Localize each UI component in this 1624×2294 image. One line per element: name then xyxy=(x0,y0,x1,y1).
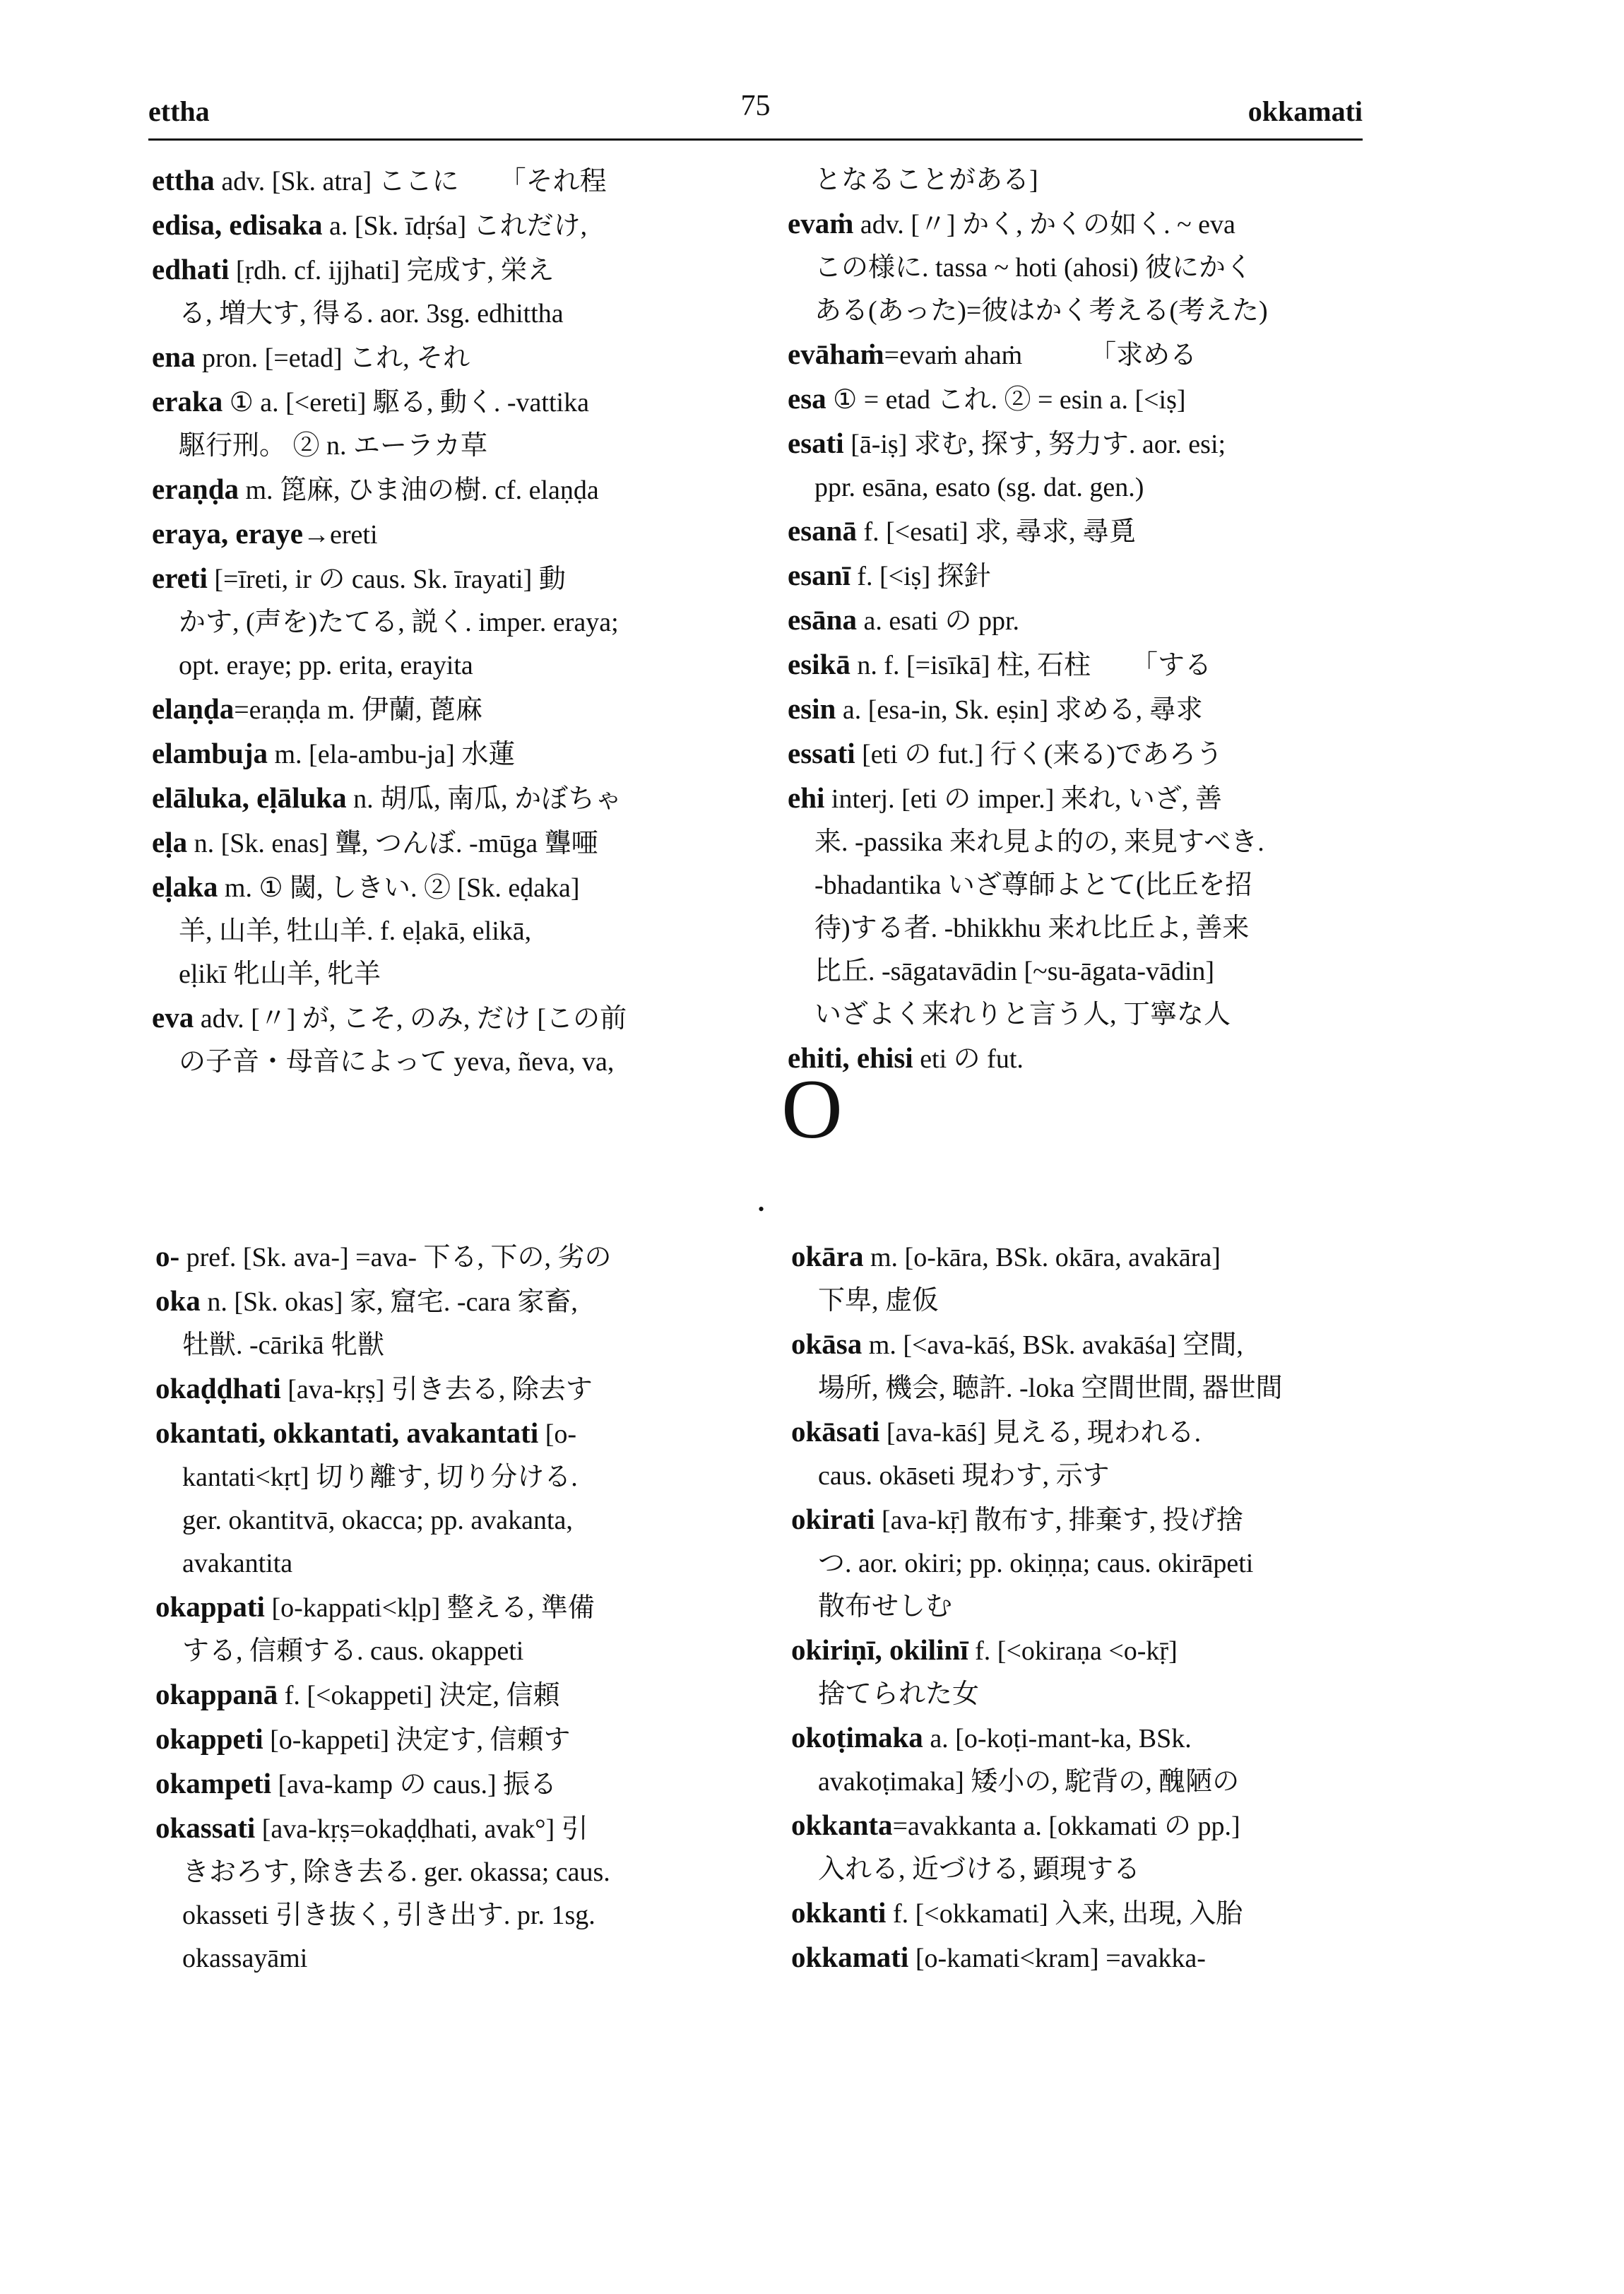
headword: eḷaka xyxy=(152,870,218,903)
definition-text: [o-kamati<kram] =avakka- xyxy=(908,1944,1206,1973)
definition-text: [ava-kamp の caus.] 振る xyxy=(271,1770,557,1799)
definition-text: [ā-iṣ] 求む, 探す, 努力す. aor. esi; xyxy=(843,430,1226,459)
headword: ena xyxy=(152,341,196,373)
entry-continuation xyxy=(791,1367,1388,1410)
definition-text: [o-kappati<kḷp] 整える, 準備 xyxy=(264,1593,595,1623)
definition-text: [ava-kṛṣ] 引き去る, 除去す xyxy=(280,1375,593,1405)
definition-text: kantati<kṛt] 切り離す, 切り分ける. xyxy=(182,1462,578,1492)
dictionary-entry xyxy=(788,776,1385,821)
entry-continuation xyxy=(152,910,749,953)
entry-continuation xyxy=(788,950,1385,993)
dictionary-entry xyxy=(152,865,749,910)
definition-text: 下卑, 虚仮 xyxy=(818,1286,940,1315)
dictionary-entry xyxy=(788,598,1385,643)
headword: okappeti xyxy=(155,1722,263,1755)
entry-continuation xyxy=(155,1499,752,1542)
definition-text: ppr. esāna, esato (sg. dat. gen.) xyxy=(814,473,1144,502)
definition-text: [o-kappeti] 決定す, 信頼す xyxy=(263,1725,571,1755)
definition-text: m. [<ava-kāś, BSk. avakāśa] 空間, xyxy=(862,1330,1243,1360)
definition-text: -bhadantika いざ尊師よとて(比丘を招 xyxy=(814,870,1252,900)
definition-text: となることがある] xyxy=(814,165,1038,195)
headword: okkamati xyxy=(791,1941,909,1973)
definition-text: 入れる, 近づける, 顕現する xyxy=(818,1855,1141,1884)
headword: evāhaṁ xyxy=(788,338,884,370)
headword: okkanta xyxy=(791,1809,893,1841)
definition-text: avakoṭimaka] 矮小の, 駝背の, 醜陋の xyxy=(818,1767,1240,1797)
headword: ehiti, ehisi xyxy=(788,1041,913,1074)
dictionary-entry xyxy=(155,1673,752,1717)
definition-text: =eraṇḍa m. 伊蘭, 蓖麻 xyxy=(234,695,482,725)
definition-text: 捨てられた女 xyxy=(818,1679,980,1709)
definition-text: =evaṁ ahaṁ 「求める xyxy=(884,341,1197,370)
right-guide-word: okkamati xyxy=(1247,95,1363,127)
column-bottom-left xyxy=(155,1235,752,1980)
headword: okkanti xyxy=(791,1896,887,1929)
dictionary-entry xyxy=(788,643,1385,687)
dictionary-entry xyxy=(788,687,1385,732)
dictionary-entry xyxy=(152,776,749,821)
dictionary-entry xyxy=(791,1628,1388,1673)
entry-continuation xyxy=(791,1761,1388,1804)
entry-continuation xyxy=(155,1630,752,1673)
definition-text: n. 胡瓜, 南瓜, かぼちゃ xyxy=(346,784,622,814)
headword: oka xyxy=(155,1284,201,1317)
definition-text: 羊, 山羊, 牡山羊. f. eḷakā, elikā, xyxy=(179,916,532,946)
headword: esāna xyxy=(788,603,857,636)
headword: eva xyxy=(152,1001,194,1034)
definition-text: interj. [eti の imper.] 来れ, いざ, 善 xyxy=(824,784,1222,814)
headword: eraka xyxy=(152,385,223,418)
definition-text: f. [<okkamati] 入来, 出現, 入胎 xyxy=(886,1899,1243,1929)
entry-continuation xyxy=(791,1585,1388,1628)
page-header xyxy=(148,85,1363,141)
dictionary-entry xyxy=(155,1807,752,1851)
dictionary-entry xyxy=(791,1936,1388,1980)
definition-text: [eti の fut.] 行く(来る)であろう xyxy=(855,740,1223,769)
definition-text: a. [o-koṭi-mant-ka, BSk. xyxy=(923,1724,1192,1754)
headword: elaṇḍa xyxy=(152,692,235,725)
headword: okampeti xyxy=(155,1767,271,1799)
definition-text: ① a. [<ereti] 駆る, 動く. -vattika xyxy=(223,388,589,418)
definition-text: =avakkanta a. [okkamati の pp.] xyxy=(892,1811,1240,1841)
headword: o- xyxy=(155,1240,180,1272)
headword: edhati xyxy=(152,253,230,285)
definition-text: ① = etad これ. ② = esin a. [<iṣ] xyxy=(826,385,1186,415)
dictionary-entry xyxy=(152,732,749,776)
definition-text: a. [esa-in, Sk. eṣin] 求める, 尋求 xyxy=(836,695,1203,725)
definition-text: [ava-kṛṣ=okaḍḍhati, avak°] 引 xyxy=(255,1814,588,1844)
headword: okaḍḍhati xyxy=(155,1372,281,1405)
headword: esanī xyxy=(788,559,850,591)
definition-text: eḷikī 牝山羊, 牝羊 xyxy=(179,959,381,989)
dictionary-entry xyxy=(155,1762,752,1807)
definition-text: m. [o-kāra, BSk. okāra, avakāra] xyxy=(863,1243,1221,1272)
headword: okāra xyxy=(791,1240,864,1272)
headword: esin xyxy=(788,692,836,725)
dictionary-entry xyxy=(791,1323,1388,1367)
headword: okappati xyxy=(155,1590,265,1623)
entry-continuation xyxy=(152,953,749,996)
entry-continuation xyxy=(788,907,1385,950)
dictionary-entry xyxy=(791,1410,1388,1455)
dictionary-entry xyxy=(152,336,749,380)
definition-text: okasseti 引き抜く, 引き出す. pr. 1sg. xyxy=(182,1900,595,1930)
entry-continuation xyxy=(788,993,1385,1036)
headword: edisa, edisaka xyxy=(152,208,323,241)
entry-continuation xyxy=(155,1894,752,1937)
entry-continuation xyxy=(155,1456,752,1499)
definition-text: f. [<iṣ] 探針 xyxy=(850,562,991,591)
headword: okantati, okkantati, avakantati xyxy=(155,1417,539,1449)
definition-text: n. [Sk. okas] 家, 窟宅. -cara 家畜, xyxy=(200,1287,578,1317)
definition-text: f. [<esati] 求, 尋求, 尋覓 xyxy=(856,517,1136,547)
definition-text: [=īreti, ir の caus. Sk. īrayati] 動 xyxy=(207,564,566,594)
definition-text: f. [<okappeti] 決定, 信頼 xyxy=(278,1681,560,1710)
headword: eraya, eraye xyxy=(152,517,303,550)
headword: okirati xyxy=(791,1503,875,1535)
dictionary-entry xyxy=(791,1804,1388,1848)
dictionary-entry xyxy=(788,732,1385,776)
dictionary-entry xyxy=(152,468,749,512)
definition-text: n. [Sk. enas] 聾, つんぼ. -mūga 聾唖 xyxy=(187,829,598,858)
entry-continuation xyxy=(155,1937,752,1980)
definition-text: →ereti xyxy=(303,520,378,550)
entry-continuation xyxy=(152,425,749,468)
entry-continuation xyxy=(791,1848,1388,1891)
headword: ettha xyxy=(152,164,215,196)
entry-continuation xyxy=(788,821,1385,864)
headword: evaṁ xyxy=(788,207,854,240)
definition-text: 駆行刑。 ② n. エーラカ草 xyxy=(179,431,488,461)
definition-text: 来. -passika 来れ見よ的の, 来見すべき. xyxy=(814,827,1264,857)
headword: eḷa xyxy=(152,826,188,858)
dictionary-entry xyxy=(788,377,1385,422)
column-top-left xyxy=(152,159,749,1084)
dictionary-entry xyxy=(788,422,1385,466)
definition-text: adv. [〃] かく, かくの如く. ~ eva xyxy=(853,210,1235,240)
entry-continuation xyxy=(152,292,749,336)
definition-text: 牡獣. -cārikā 牝獣 xyxy=(182,1330,384,1360)
definition-text: 散布せしむ xyxy=(818,1592,953,1621)
entry-continuation xyxy=(788,466,1385,509)
definition-text: 比丘. -sāgatavādin [~su-āgata-vādin] xyxy=(814,957,1215,986)
dictionary-entry xyxy=(788,554,1385,598)
headword: okāsa xyxy=(791,1328,863,1360)
definition-text: いざよく来れりと言う人, 丁寧な人 xyxy=(814,1000,1231,1029)
dictionary-entry xyxy=(152,159,749,203)
dictionary-entry xyxy=(155,1367,752,1412)
dictionary-entry xyxy=(788,333,1385,377)
dictionary-entry xyxy=(152,821,749,865)
dictionary-entry xyxy=(791,1716,1388,1761)
entry-continuation xyxy=(152,644,749,687)
entry-continuation xyxy=(788,159,1385,202)
headword: okappanā xyxy=(155,1678,278,1710)
dictionary-entry xyxy=(155,1717,752,1762)
dictionary-entry xyxy=(155,1412,752,1456)
dictionary-entry xyxy=(152,248,749,292)
definition-text: ger. okantitvā, okacca; pp. avakanta, xyxy=(182,1506,573,1535)
headword: esati xyxy=(788,427,844,459)
entry-continuation xyxy=(791,1542,1388,1585)
dictionary-entry xyxy=(152,687,749,732)
entry-continuation xyxy=(788,864,1385,907)
definition-text: る, 増大す, 得る. aor. 3sg. edhittha xyxy=(179,299,564,329)
dictionary-entry xyxy=(791,1498,1388,1542)
dictionary-entry xyxy=(155,1235,752,1279)
dictionary-entry xyxy=(788,509,1385,554)
column-top-right xyxy=(788,159,1385,1081)
dictionary-entry xyxy=(152,380,749,425)
entry-continuation xyxy=(791,1455,1388,1498)
headword: esikā xyxy=(788,648,850,680)
definition-text: pron. [=etad] これ, それ xyxy=(195,343,470,373)
definition-text: [ṛdh. cf. ijjhati] 完成す, 栄え xyxy=(229,256,555,285)
entry-continuation xyxy=(788,290,1385,333)
definition-text: opt. eraye; pp. erita, erayita xyxy=(179,651,473,680)
headword: esa xyxy=(788,382,826,415)
dictionary-entry xyxy=(155,1279,752,1324)
header-rule xyxy=(148,138,1363,141)
section-letter: O xyxy=(781,1062,843,1156)
definition-text: adv. [Sk. atra] ここに 「それ程 xyxy=(214,167,607,196)
definition-text: [ava-kṝ] 散布す, 排棄す, 投げ捨 xyxy=(875,1506,1243,1535)
definition-text: a. esati の ppr. xyxy=(856,606,1020,636)
entry-continuation xyxy=(791,1673,1388,1716)
dictionary-entry xyxy=(791,1235,1388,1279)
definition-text: つ. aor. okiri; pp. okiṇṇa; caus. okirāpeti xyxy=(818,1549,1254,1578)
entry-continuation xyxy=(155,1324,752,1367)
headword: okoṭimaka xyxy=(791,1721,923,1754)
definition-text: m. 箆麻, ひま油の樹. cf. elaṇḍa xyxy=(239,475,599,505)
headword: essati xyxy=(788,737,855,769)
dictionary-entry xyxy=(152,512,749,557)
definition-text: a. [Sk. īdṛśa] これだけ, xyxy=(322,211,588,241)
definition-text: m. [ela-ambu-ja] 水蓮 xyxy=(268,740,516,769)
definition-text: m. ① 閾, しきい. ② [Sk. eḍaka] xyxy=(218,873,580,903)
headword: elāluka, eḷāluka xyxy=(152,781,347,814)
entry-continuation xyxy=(788,247,1385,290)
definition-text: 場所, 機会, 聴許. -loka 空間世間, 器世間 xyxy=(818,1373,1283,1403)
dictionary-entry xyxy=(791,1891,1388,1936)
entry-continuation xyxy=(155,1851,752,1894)
definition-text: の子音・母音によって yeva, ñeva, va, xyxy=(179,1047,615,1077)
definition-text: okassayāmi xyxy=(182,1944,308,1973)
definition-text: adv. [〃] が, こそ, のみ, だけ [この前 xyxy=(194,1004,627,1034)
headword: okassati xyxy=(155,1811,256,1844)
headword: okāsati xyxy=(791,1415,880,1448)
entry-continuation xyxy=(155,1542,752,1585)
headword: ehi xyxy=(788,781,825,814)
dictionary-entry xyxy=(155,1585,752,1630)
definition-text: きおろす, 除き去る. ger. okassa; caus. xyxy=(182,1857,610,1887)
dictionary-entry xyxy=(152,203,749,248)
page-number: 75 xyxy=(740,90,771,122)
definition-text: n. f. [=isīkā] 柱, 石柱 「する xyxy=(850,651,1212,680)
definition-text: caus. okāseti 現わす, 示す xyxy=(818,1461,1110,1491)
definition-text: f. [<okiraṇa <o-kṝ] xyxy=(968,1636,1178,1666)
dictionary-entry xyxy=(152,996,749,1041)
definition-text: avakantita xyxy=(182,1549,293,1578)
definition-text: eti の fut. xyxy=(913,1044,1024,1074)
entry-continuation xyxy=(791,1279,1388,1323)
definition-text: [o- xyxy=(538,1419,577,1449)
column-bottom-right xyxy=(791,1235,1388,1980)
definition-text: この様に. tassa ~ hoti (ahosi) 彼にかく xyxy=(814,253,1253,283)
left-guide-word: ettha xyxy=(148,95,210,127)
stray-mark: • xyxy=(758,1199,765,1219)
dictionary-entry xyxy=(788,202,1385,247)
definition-text: する, 信頼する. caus. okappeti xyxy=(182,1636,524,1666)
dictionary-entry xyxy=(152,557,749,601)
definition-text: [ava-kāś] 見える, 現われる. xyxy=(879,1418,1202,1448)
definition-text: pref. [Sk. ava-] =ava- 下る, 下の, 劣の xyxy=(179,1243,612,1272)
headword: esanā xyxy=(788,514,857,547)
entry-continuation xyxy=(152,601,749,644)
definition-text: ある(あった)=彼はかく考える(考えた) xyxy=(814,296,1268,326)
headword: ereti xyxy=(152,562,208,594)
definition-text: かす, (声を)たてる, 説く. imper. eraya; xyxy=(179,608,619,637)
headword: eraṇḍa xyxy=(152,473,239,505)
headword: okiriṇī, okilinī xyxy=(791,1633,968,1666)
headword: elambuja xyxy=(152,737,268,769)
definition-text: 待)する者. -bhikkhu 来れ比丘よ, 善来 xyxy=(814,914,1250,943)
